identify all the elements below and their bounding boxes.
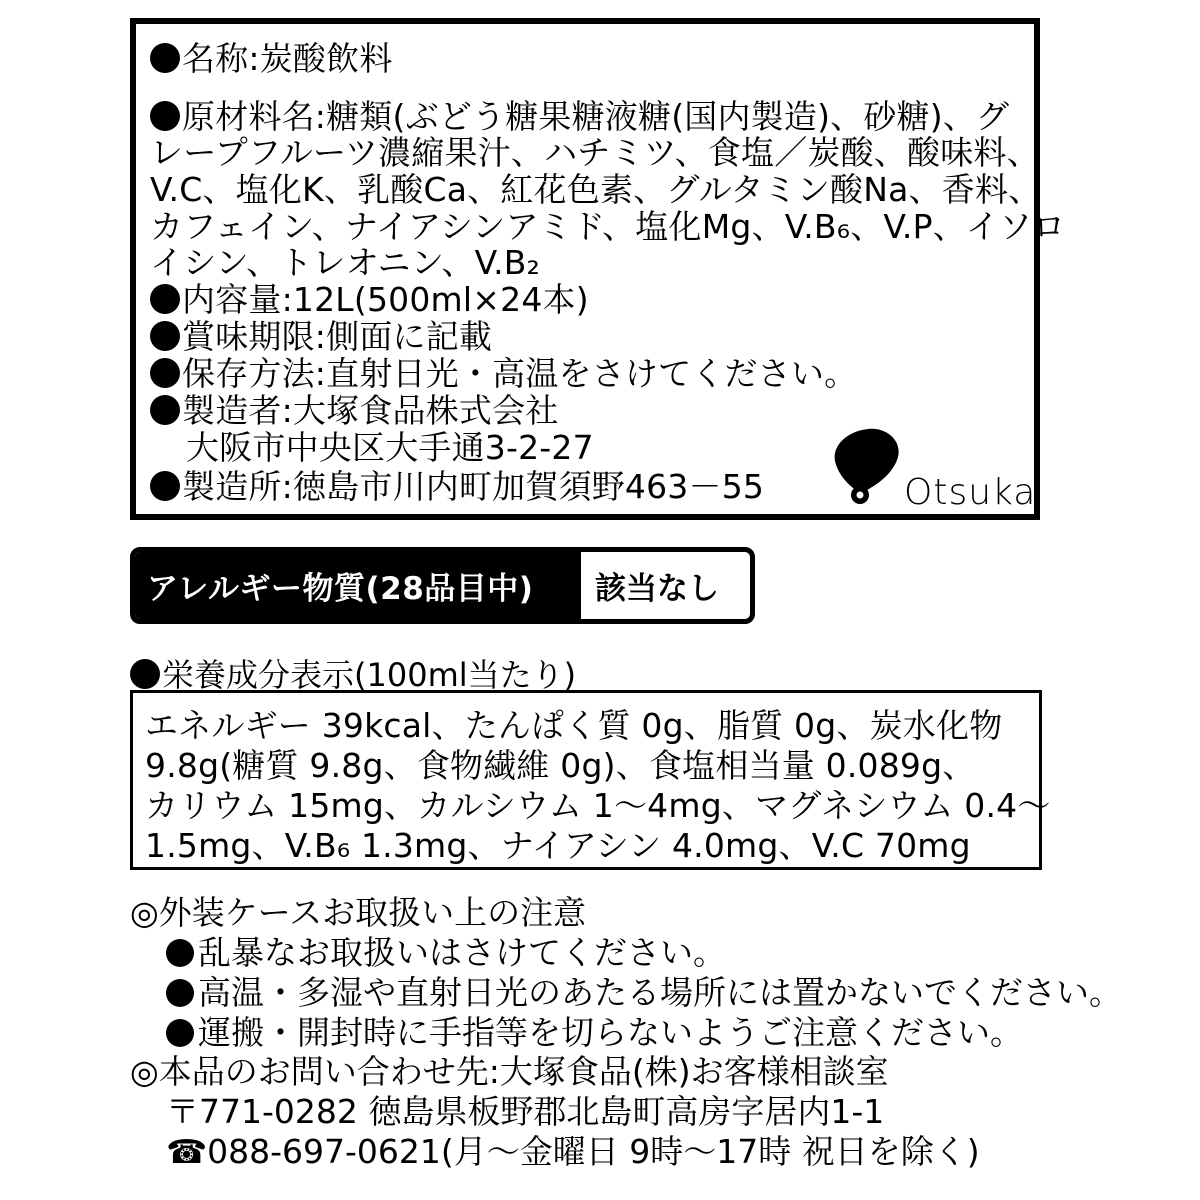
info-line-ingredients-5: イシン、トレオニン、V.B₂ xyxy=(150,243,541,282)
info-line-volume: 内容量:12L(500ml×24本) xyxy=(150,283,589,316)
bullet-icon xyxy=(150,471,180,501)
info-line-ingredients-3: V.C、塩化K、乳酸Ca、紅花色素、グルタミン酸Na、香料、 xyxy=(150,170,1042,209)
nutrition-line: 9.8g(糖質 9.8g、食物繊維 0g)、食塩相当量 0.089g、 xyxy=(145,746,976,785)
allergy-label: アレルギー物質(28品目中) xyxy=(135,552,581,619)
allergy-value: 該当なし xyxy=(595,571,719,607)
contact-phone: ☎088-697-0621(月～金曜日 9時～17時 祝日を除く) xyxy=(166,1132,980,1171)
case-notes-heading: ◎外装ケースお取扱い上の注意 xyxy=(130,893,587,932)
bullet-icon xyxy=(166,979,194,1007)
allergy-box xyxy=(130,547,755,624)
nutrition-line: エネルギー 39kcal、たんぱく質 0g、脂質 0g、炭水化物 xyxy=(145,706,1003,745)
info-line-manufacturer-address: 大阪市中央区大手通3-2-27 xyxy=(186,428,594,467)
nutrition-heading: 栄養成分表示(100ml当たり) xyxy=(130,650,576,696)
info-line-manufacturer: 製造者:大塚食品株式会社 xyxy=(150,394,559,427)
bullet-icon xyxy=(150,43,180,73)
info-line-name: 名称:炭酸飲料 xyxy=(150,42,393,75)
otsuka-logo-icon xyxy=(832,427,902,505)
case-note-item: 高温・多湿や直射日光のあたる場所には置かないでください。 xyxy=(166,976,1122,1009)
bullet-icon xyxy=(130,659,160,689)
info-line-ingredients-4: カフェイン、ナイアシンアミド、塩化Mg、V.B₆、V.P、イソロ xyxy=(150,207,1066,246)
bullet-icon xyxy=(150,101,180,131)
info-line-factory: 製造所:徳島市川内町加賀須野463－55 xyxy=(150,470,764,503)
bullet-icon xyxy=(150,321,180,351)
nutrition-box xyxy=(130,690,1051,870)
bullet-icon xyxy=(150,284,180,314)
bullet-icon xyxy=(150,358,180,388)
contact-heading: ◎本品のお問い合わせ先:大塚食品(株)お客様相談室 xyxy=(130,1052,889,1091)
case-note-item: 乱暴なお取扱いはさけてください。 xyxy=(166,936,726,969)
info-line-best-before: 賞味期限:側面に記載 xyxy=(150,320,492,353)
info-line-storage: 保存方法:直射日光・高温をさけてください。 xyxy=(150,357,857,390)
product-info-box xyxy=(130,18,1066,520)
info-line-ingredients-2: レープフルーツ濃縮果汁、ハチミツ、食塩／炭酸、酸味料、 xyxy=(150,133,1040,172)
nutrition-line: カリウム 15mg、カルシウム 1～4mg、マグネシウム 0.4～ xyxy=(145,786,1051,825)
bullet-icon xyxy=(166,939,194,967)
contact-address: 〒771-0282 徳島県板野郡北島町高房字居内1-1 xyxy=(166,1092,885,1131)
nutrition-line: 1.5mg、V.B₆ 1.3mg、ナイアシン 4.0mg、V.C 70mg xyxy=(145,826,971,865)
case-note-item: 運搬・開封時に手指等を切らないようご注意ください。 xyxy=(166,1016,1023,1049)
bullet-icon xyxy=(150,395,180,425)
bullet-icon xyxy=(166,1019,194,1047)
otsuka-logo-text: Otsuka xyxy=(904,472,1037,513)
info-line-ingredients: 原材料名:糖類(ぶどう糖果糖液糖(国内製造)、砂糖)、グ xyxy=(150,100,1009,133)
